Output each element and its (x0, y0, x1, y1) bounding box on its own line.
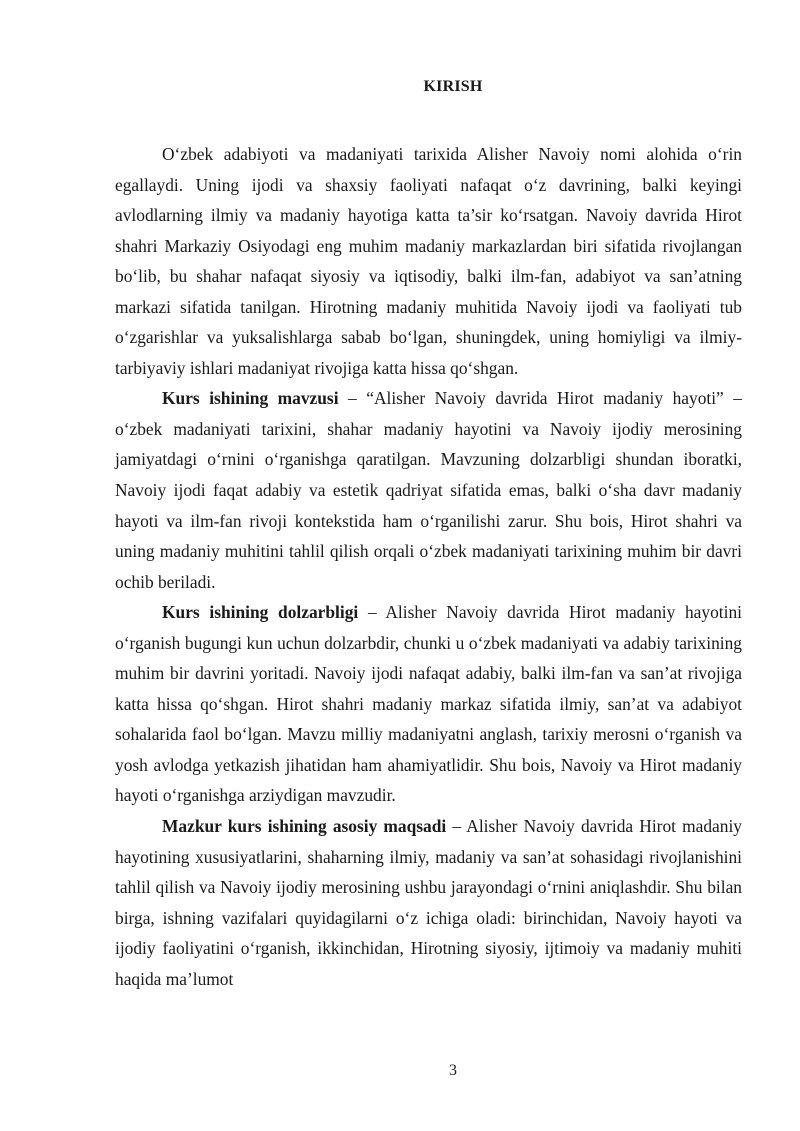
document-body (115, 139, 742, 994)
paragraph-text: – Alisher Navoiy davrida Hirot madaniy hayotini o‘rganish bugungi kun uchun dolzarbdir, chunki u o‘zbek madaniyati va adabiy tarixining muhim bir davrini yoritadi. Navoiy ijodi nafaqat adabiy, balki ilm-fan va san’at rivojiga katta hissa qo‘shgan. Hirot shahri madaniy markaz sifatida ilmiy, san’at va adabiyot sohalarida faol bo‘lgan. Mavzu milliy madaniyatni anglash, tarixiy merosni o‘rganish va yosh avlodga yetkazish jihatidan ham ahamiyatlidir. Shu bois, Navoiy va Hirot madaniy hayoti o‘rganishga arziydigan mavzudir. (115, 602, 742, 806)
paragraph-text: – Alisher Navoiy davrida Hirot madaniy hayotining xususiyatlarini, shaharning ilmiy, madaniy va san’at sohasidagi rivojlanishini tahlil qilish va Navoiy ijodiy merosining ushbu jarayondagi o‘rnini aniqlashdir. Shu bilan birga, ishning vazifalari quyidagilarni o‘z ichiga oladi: birinchidan, Navoiy hayoti va ijodiy faoliyatini o‘rganish, ikkinchidan, Hirotning siyosiy, ijtimoiy va madaniy muhiti haqida ma’lumot (115, 816, 742, 989)
paragraph-lead: Kurs ishining dolzarbligi (162, 602, 359, 623)
paragraph-goal (115, 811, 742, 994)
paragraph-lead: Kurs ishining mavzusi (162, 388, 339, 409)
paragraph-intro (115, 139, 742, 383)
page-number: 3 (449, 1062, 457, 1079)
paragraph-text: – “Alisher Navoiy davrida Hirot madaniy hayoti” – o‘zbek madaniyati tarixini, shahar madaniy hayotini va Navoiy ijodiy merosining jamiyatdagi o‘rnini o‘rganishga qaratilgan. Mavzuning dolzarbligi shundan iboratki, Navoiy ijodi faqat adabiy va estetik qadriyat sifatida emas, balki o‘sha davr madaniy hayoti va ilm-fan rivoji kontekstida ham o‘rganilishi zarur. Shu bois, Hirot shahri va uning madaniy muhitini tahlil qilish orqali o‘zbek madaniyati tarixining muhim bir davri ochib beriladi. (115, 388, 742, 592)
paragraph-relevance (115, 597, 742, 811)
paragraph-topic (115, 383, 742, 597)
paragraph-lead: Mazkur kurs ishining asosiy maqsadi (162, 816, 447, 837)
page-title: KIRISH (423, 78, 483, 95)
paragraph-text: O‘zbek adabiyoti va madaniyati tarixida Alisher Navoiy nomi alohida o‘rin egallaydi. Uning ijodi va shaxsiy faoliyati nafaqat o‘z davrining, balki keyingi avlodlarning ilmiy va madaniy hayotiga katta ta’sir ko‘rsatgan. Navoiy davrida Hirot shahri Markaziy Osiyodagi eng muhim madaniy markazlardan biri sifatida rivojlangan bo‘lib, bu shahar nafaqat siyosiy va iqtisodiy, balki ilm-fan, adabiyot va san’atning markazi sifatida tanilgan. Hirotning madaniy muhitida Navoiy ijodi va faoliyati tub o‘zgarishlar va yuksalishlarga sabab bo‘lgan, shuningdek, uning homiyligi va ilmiy-tarbiyaviy ishlari madaniyat rivojiga katta hissa qo‘shgan. (115, 144, 742, 378)
